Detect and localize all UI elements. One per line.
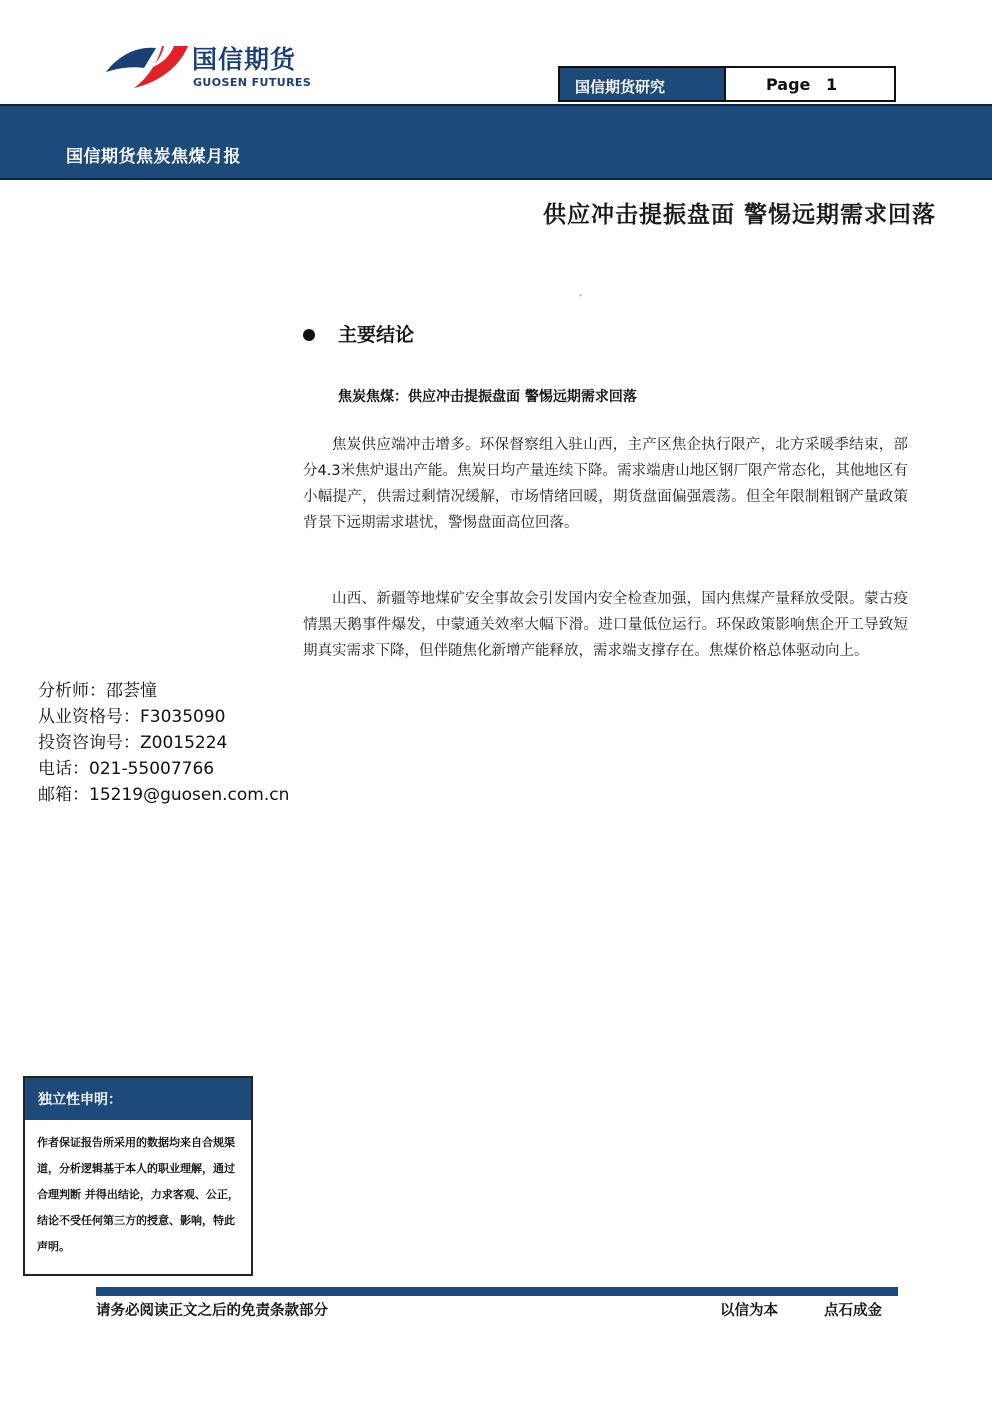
analyst-email: 邮箱：15219@guosen.com.cn (38, 785, 290, 805)
company-logo (104, 38, 314, 94)
independence-body: 作者保证报告所采用的数据均来自合规渠道，分析逻辑基于本人的职业理解，通过合理判断 并得出结论，力求客观、公正，结论不受任何第三方的授意、影响，特此声明。 (37, 1136, 239, 1253)
research-label-box (558, 66, 726, 102)
analyst-name: 分析师：邵荟憧 (38, 681, 157, 701)
logo-mark-icon (104, 38, 190, 90)
independence-title: 独立性申明： (38, 1092, 122, 1108)
analyst-info (38, 678, 289, 808)
independence-header (25, 1078, 251, 1120)
stray-mark: ﾞ (579, 295, 584, 305)
bullet-icon (303, 329, 315, 341)
report-title: 供应冲击提振盘面 警惕远期需求回落 (542, 202, 936, 228)
banner-title: 国信期货焦炭焦煤月报 (66, 147, 241, 167)
analyst-consult-number: 投资咨询号：Z0015224 (38, 733, 228, 753)
conclusion-paragraph-coking-coal: 山西、新疆等地煤矿安全事故会引发国内安全检查加强，国内焦煤产量释放受限。蒙古疫情黑天鹅事件爆发，中蒙通关效率大幅下滑。进口量低位运行。环保政策影响焦企开工导致短期真实需求下降，但伴随焦化新增产能释放，需求端支撑存在。焦煤价格总体驱动向上。 (303, 591, 908, 659)
section-heading: 主要结论 (338, 324, 415, 346)
report-banner (0, 104, 992, 180)
footer-motto-2: 点石成金 (824, 1303, 882, 1319)
page-number: 1 (826, 75, 838, 94)
research-label: 国信期货研究 (575, 78, 666, 96)
page-label: Page (766, 75, 811, 94)
independence-statement (23, 1076, 253, 1276)
analyst-qualification: 从业资格号：F3035090 (38, 707, 226, 727)
page-indicator (726, 66, 896, 102)
logo-english-text: GUOSEN FUTURES (193, 76, 312, 89)
logo-chinese-text: 国信期货 (192, 45, 297, 74)
analyst-phone: 电话：021-55007766 (38, 759, 215, 779)
conclusion-paragraph-coke: 焦炭供应端冲击增多。环保督察组入驻山西，主产区焦企执行限产，北方采暖季结束，部分4.3米焦炉退出产能。焦炭日均产量连续下降。需求端唐山地区钢厂限产常态化，其他地区有小幅提产，供需过剩情况缓解，市场情绪回暖，期货盘面偏强震荡。但全年限制粗钢产量政策背景下远期需求堪忧，警惕盘面高位回落。 (303, 437, 908, 531)
footer-disclaimer: 请务必阅读正文之后的免责条款部分 (96, 1303, 328, 1319)
footer-divider (96, 1287, 898, 1296)
footer-motto-1: 以信为本 (720, 1303, 778, 1319)
sub-heading: 焦炭焦煤：供应冲击提振盘面 警惕远期需求回落 (338, 389, 637, 405)
